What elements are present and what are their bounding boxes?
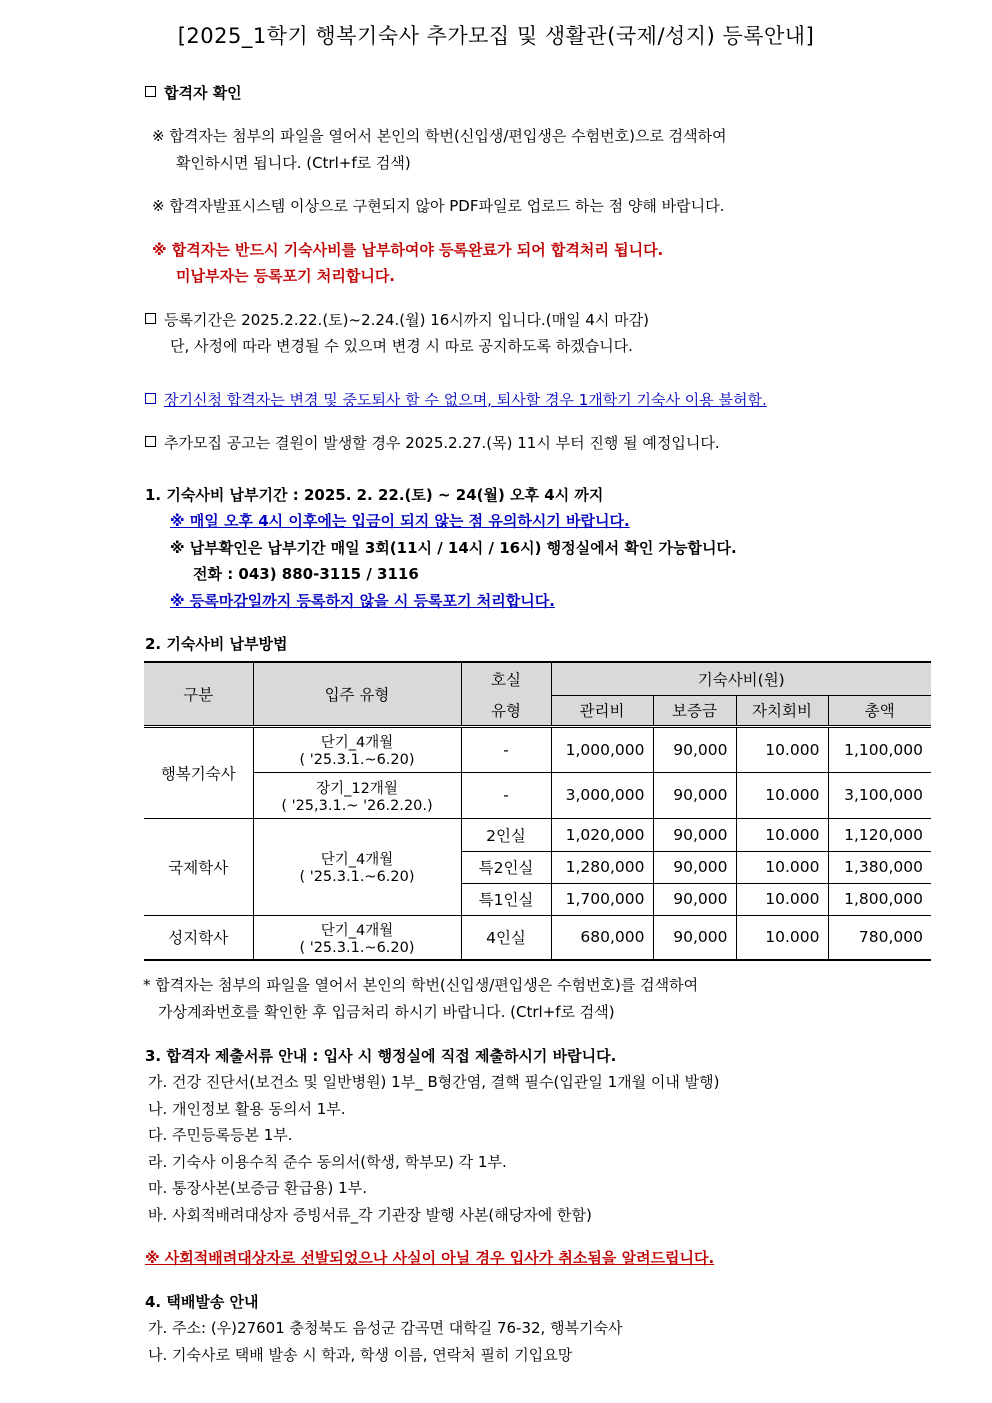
checkbox-square-icon — [145, 86, 156, 97]
room-cell: - — [461, 772, 551, 818]
deposit-cell: 90,000 — [653, 772, 736, 818]
type-label: 단기_4개월 — [320, 852, 394, 868]
payment-note-3: ※ 등록마감일까지 등록하지 않을 시 등록포기 처리합니다. — [170, 592, 555, 610]
pass-warning-cont: 미납부자는 등록포기 처리합니다. — [176, 267, 396, 285]
category-haengbok: 행복기숙사 — [144, 726, 253, 818]
council-cell: 10.000 — [736, 772, 828, 818]
phone-number: 전화 : 043) 880-3115 / 3116 — [193, 565, 419, 583]
header-fee-group: 기숙사비(원) — [551, 662, 931, 695]
section-4-heading: 4. 택배발송 안내 — [145, 1293, 259, 1311]
section-2-heading: 2. 기숙사비 납부방법 — [145, 635, 288, 653]
period-text: 등록기간은 2025.2.22.(토)~2.24.(월) 16시까지 입니다.(매일 4시 마감) — [164, 311, 650, 329]
mgmt-cell: 680,000 — [551, 915, 653, 960]
type-cell — [253, 726, 461, 772]
header-room-line2: 유형 — [461, 695, 551, 726]
header-category: 구분 — [144, 662, 253, 726]
header-total: 총액 — [828, 695, 931, 726]
fee-table — [144, 661, 931, 961]
deposit-cell: 90,000 — [653, 851, 736, 883]
page-title: [2025_1학기 행복기숙사 추가모집 및 생활관(국제/성지) 등록안내] — [177, 24, 815, 48]
long-term-notice-text: 장기신청 합격자는 변경 및 중도퇴사 할 수 없으며, 퇴사할 경우 1개학기 기숙사 이용 불허함. — [164, 391, 767, 409]
document-item: 바. 사회적배려대상자 증빙서류_각 기관장 발행 사본(해당자에 한함) — [148, 1206, 592, 1224]
type-label: 단기_4개월 — [320, 735, 394, 751]
council-cell: 10.000 — [736, 726, 828, 772]
total-cell: 1,800,000 — [828, 883, 931, 915]
deposit-cell: 90,000 — [653, 726, 736, 772]
document-item: 라. 기숙사 이용수칙 준수 동의서(학생, 학부모) 각 1부. — [148, 1153, 507, 1171]
additional-notice-text: 추가모집 공고는 결원이 발생할 경우 2025.2.27.(목) 11시 부터 진행 될 예정입니다. — [164, 434, 720, 452]
checkbox-square-icon — [145, 393, 156, 404]
mgmt-cell: 1,000,000 — [551, 726, 653, 772]
deposit-cell: 90,000 — [653, 915, 736, 960]
type-label: 단기_4개월 — [320, 922, 394, 939]
document-warning: ※ 사회적배려대상자로 선발되었으나 사실이 아닐 경우 입사가 취소됨을 알려드립니다. — [145, 1249, 715, 1267]
section-3-heading: 3. 합격자 제출서류 안내 : 입사 시 행정실에 직접 제출하시기 바랍니다. — [145, 1047, 617, 1065]
council-cell: 10.000 — [736, 851, 828, 883]
total-cell: 1,380,000 — [828, 851, 931, 883]
type-period: ( '25.3.1.~6.20) — [299, 752, 415, 768]
table-footnote-cont: 가상계좌번호를 확인한 후 입금처리 하시기 바랍니다. (Ctrl+f로 검색) — [158, 1003, 615, 1021]
payment-note-1: ※ 매일 오후 4시 이후에는 입금이 되지 않는 점 유의하시기 바랍니다. — [170, 512, 630, 530]
table-footnote: * 합격자는 첨부의 파일을 열어서 본인의 학번(신입생/편입생은 수험번호)를 검색하여 — [143, 976, 699, 994]
table-row — [144, 726, 931, 772]
mgmt-cell: 1,020,000 — [551, 818, 653, 851]
type-period: ( '25.3.1.~6.20) — [299, 939, 415, 956]
council-cell: 10.000 — [736, 915, 828, 960]
document-item: 나. 개인정보 활용 동의서 1부. — [148, 1100, 346, 1118]
type-cell — [253, 915, 461, 960]
council-cell: 10.000 — [736, 883, 828, 915]
checkbox-square-icon — [145, 313, 156, 324]
header-mgmt: 관리비 — [551, 695, 653, 726]
room-cell: - — [461, 726, 551, 772]
period-note: 단, 사정에 따라 변경될 수 있으며 변경 시 따로 공지하도록 하겠습니다. — [170, 337, 633, 355]
pass-note-2: ※ 합격자발표시스템 이상으로 구현되지 않아 PDF파일로 업로드 하는 점 양해 바랍니다. — [152, 197, 725, 215]
category-gukje: 국제학사 — [144, 818, 253, 915]
total-cell: 780,000 — [828, 915, 931, 960]
period-line — [145, 309, 649, 330]
room-cell: 4인실 — [461, 915, 551, 960]
type-period: ( '25.3.1.~6.20) — [299, 869, 415, 885]
header-type: 입주 유형 — [253, 662, 461, 726]
pass-warning: ※ 합격자는 반드시 기숙사비를 납부하여야 등록완료가 되어 합격처리 됩니다. — [152, 241, 664, 259]
type-label: 장기_12개월 — [316, 780, 398, 797]
type-cell — [253, 772, 461, 818]
room-cell: 2인실 — [461, 818, 551, 851]
document-item: 마. 통장사본(보증금 환급용) 1부. — [148, 1179, 367, 1197]
table-row — [144, 818, 931, 851]
delivery-item: 가. 주소: (우)27601 충청북도 음성군 감곡면 대학길 76-32, 행복기숙사 — [148, 1319, 623, 1337]
mgmt-cell: 1,280,000 — [551, 851, 653, 883]
room-cell: 특1인실 — [461, 883, 551, 915]
table-row — [144, 915, 931, 960]
long-term-notice — [145, 389, 767, 410]
category-seongji: 성지학사 — [144, 915, 253, 960]
type-period: ( '25,3.1.~ '26.2.20.) — [281, 797, 433, 814]
pass-note-1-cont: 확인하시면 됩니다. (Ctrl+f로 검색) — [176, 154, 411, 172]
document-item: 가. 건강 진단서(보건소 및 일반병원) 1부_ B형간염, 결핵 필수(입관일 1개월 이내 발행) — [148, 1073, 720, 1091]
council-cell: 10.000 — [736, 818, 828, 851]
pass-note-1: ※ 합격자는 첨부의 파일을 열어서 본인의 학번(신입생/편입생은 수험번호)으로 검색하여 — [152, 127, 727, 145]
mgmt-cell: 1,700,000 — [551, 883, 653, 915]
header-council: 자치회비 — [736, 695, 828, 726]
header-deposit: 보증금 — [653, 695, 736, 726]
room-cell: 특2인실 — [461, 851, 551, 883]
document-item: 다. 주민등록등본 1부. — [148, 1126, 293, 1144]
pass-check-heading-text: 합격자 확인 — [164, 84, 242, 102]
payment-note-2: ※ 납부확인은 납부기간 매일 3회(11시 / 14시 / 16시) 행정실에서 확인 가능합니다. — [170, 539, 737, 557]
total-cell: 1,100,000 — [828, 726, 931, 772]
total-cell: 3,100,000 — [828, 772, 931, 818]
mgmt-cell: 3,000,000 — [551, 772, 653, 818]
table-row — [144, 772, 931, 818]
additional-notice — [145, 432, 720, 453]
total-cell: 1,120,000 — [828, 818, 931, 851]
checkbox-square-icon — [145, 436, 156, 447]
section-1-heading: 1. 기숙사비 납부기간 : 2025. 2. 22.(토) ~ 24(월) 오후 4시 까지 — [145, 486, 604, 504]
header-room-line1: 호실 — [461, 662, 551, 695]
type-cell — [253, 818, 461, 915]
deposit-cell: 90,000 — [653, 818, 736, 851]
pass-check-heading — [145, 82, 242, 103]
delivery-item: 나. 기숙사로 택배 발송 시 학과, 학생 이름, 연락처 필히 기입요망 — [148, 1346, 573, 1364]
deposit-cell: 90,000 — [653, 883, 736, 915]
